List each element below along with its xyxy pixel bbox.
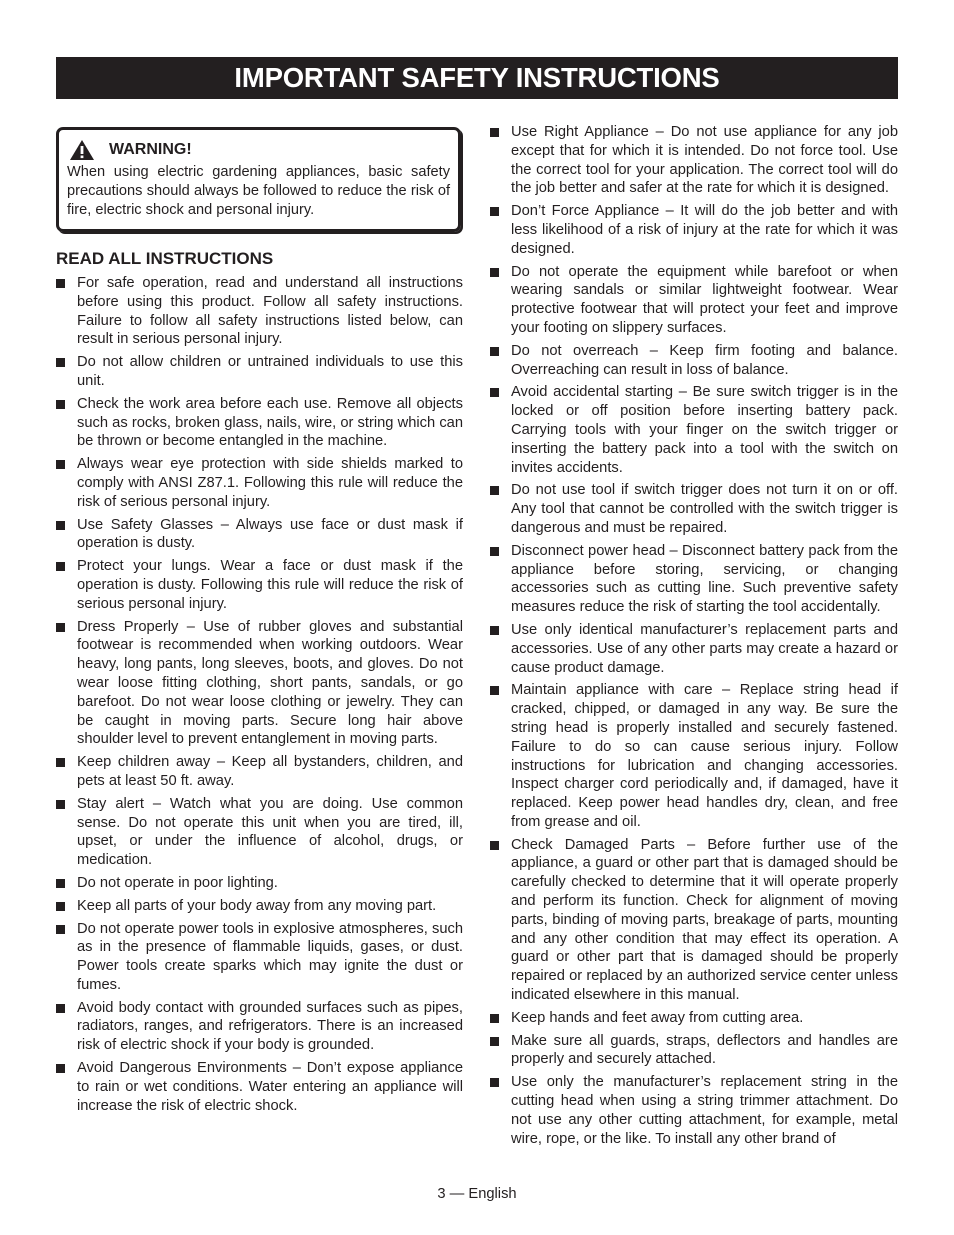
- item-text: Don’t Force Appliance – It will do the job better and with less likelihood of a risk of injury at the rate for which it was designed.: [511, 203, 898, 257]
- bullet-square-icon: [56, 521, 65, 530]
- read-all-heading: READ ALL INSTRUCTIONS: [56, 249, 274, 268]
- bullet-square-icon: [490, 686, 499, 695]
- list-item: [490, 836, 898, 1005]
- list-item: [56, 795, 463, 870]
- list-item: [490, 342, 898, 380]
- item-text: Avoid accidental starting – Be sure switch trigger is in the locked or off position before inserting battery pack. Carrying tools with your finger on the switch trigger or inserting the battery pack into a tool with the switch on invites accidents.: [511, 384, 898, 476]
- bullet-square-icon: [490, 1037, 499, 1046]
- list-item: [490, 1032, 898, 1070]
- list-item: [56, 874, 463, 893]
- item-text: Protect your lungs. Wear a face or dust mask if the operation is dusty. Following this rule will reduce the risk of serious personal injury.: [77, 558, 463, 612]
- page-title: IMPORTANT SAFETY INSTRUCTIONS: [56, 57, 898, 99]
- bullet-square-icon: [56, 279, 65, 288]
- item-text: Check the work area before each use. Remove all objects such as rocks, broken glass, nails, wire, or string which can be thrown or become entangled in the machine.: [77, 395, 463, 450]
- item-text: Do not operate power tools in explosive atmospheres, such as in the presence of flammable liquids, gases, or dust. Power tools create sparks which may ignite the dust or fumes.: [77, 920, 463, 993]
- list-item: [56, 999, 463, 1055]
- list-item: [56, 753, 463, 791]
- item-text: Check Damaged Parts – Before further use of the appliance, a guard or other part that is damaged should be carefully checked to determine that it will operate properly and perform its function. Check for alignment of moving parts, binding of moving parts, breakage of parts, mounting and any other condition that may effect its operation. A guard or other part that is damaged should be properly repaired or replaced by an authorized service center unless indicated elsewhere in this manual.: [511, 836, 898, 1004]
- bullet-square-icon: [490, 1078, 499, 1087]
- bullet-square-icon: [56, 1004, 65, 1013]
- item-text: Maintain appliance with care – Replace string head if cracked, chipped, or damaged in any way. Be sure the string head is properly installed and securely fastened. Failure to do so can cause serious injury. Follow instructions for lubrication and changing accessories. Inspect charger cord periodically and, if damaged, have it replaced. Keep power head handles dry, clean, and free from grease and oil.: [511, 682, 898, 830]
- warning-triangle-icon: [69, 139, 95, 161]
- bullet-square-icon: [490, 841, 499, 850]
- list-item: [490, 481, 898, 537]
- list-item: [490, 383, 898, 477]
- bullet-square-icon: [490, 347, 499, 356]
- list-item: [56, 1059, 463, 1115]
- bullet-square-icon: [490, 1014, 499, 1023]
- left-column: [56, 127, 463, 1119]
- list-item: [490, 542, 898, 617]
- list-item: [56, 557, 463, 613]
- list-item: [56, 395, 463, 451]
- bullet-square-icon: [56, 800, 65, 809]
- bullet-square-icon: [490, 128, 499, 137]
- item-text: Keep all parts of your body away from any moving part.: [77, 897, 437, 914]
- list-item: [56, 920, 463, 995]
- list-item: [56, 618, 463, 750]
- item-text: Use Right Appliance – Do not use appliance for any job except that for which it is intended. Do not force tool. Use the correct tool for your application. The correct tool will do the job better and safer at the rate for which it is designed.: [511, 124, 898, 197]
- warning-text: When using electric gardening appliances, basic safety precautions should always be followed to reduce the risk of fire, electric shock and personal injury.: [67, 164, 450, 218]
- right-column: [490, 123, 898, 1152]
- bullet-square-icon: [56, 460, 65, 469]
- bullet-square-icon: [56, 879, 65, 888]
- list-item: [56, 516, 463, 554]
- list-item: [56, 455, 463, 511]
- bullet-square-icon: [56, 358, 65, 367]
- item-text: Do not use tool if switch trigger does not turn it on or off. Any tool that cannot be controlled with the switch trigger is dangerous and must be repaired.: [511, 482, 898, 536]
- right-instruction-list: [490, 123, 898, 1148]
- bullet-square-icon: [490, 388, 499, 397]
- bullet-square-icon: [490, 626, 499, 635]
- list-item: [56, 274, 463, 349]
- item-text: Use Safety Glasses – Always use face or dust mask if operation is dusty.: [77, 516, 463, 552]
- left-instruction-list: [56, 274, 463, 1115]
- item-text: Do not overreach – Keep firm footing and balance. Overreaching can result in loss of balance.: [511, 342, 898, 378]
- item-text: Disconnect power head – Disconnect battery pack from the appliance before storing, servicing, or changing accessories such as cutting line. Such preventive safety measures reduce the risk of starting the tool accidentally.: [511, 542, 898, 616]
- list-item: [490, 681, 898, 831]
- item-text: Avoid body contact with grounded surfaces such as pipes, radiators, ranges, and refrigerators. There is an increased risk of electric shock if your body is grounded.: [77, 999, 463, 1054]
- warning-box: [56, 127, 461, 232]
- item-text: Keep hands and feet away from cutting area.: [511, 1009, 804, 1026]
- item-text: For safe operation, read and understand all instructions before using this product. Follow all safety instructions. Failure to follow all safety instructions listed below, can result in serious personal injury.: [77, 275, 463, 348]
- bullet-square-icon: [56, 623, 65, 632]
- item-text: Avoid Dangerous Environments – Don’t expose appliance to rain or wet conditions. Water entering an appliance will increase the risk of electric shock.: [77, 1060, 463, 1114]
- list-item: [56, 353, 463, 391]
- warning-heading: [67, 139, 450, 161]
- list-item: [490, 263, 898, 338]
- item-text: Dress Properly – Use of rubber gloves and substantial footwear is recommended when working outdoors. Wear heavy, long pants, long sleeves, boots, and gloves. Do not wear loose fitting clothing, short pants, sandals, or go barefoot. Do not wear loose clothing or jewelry. They can be caught in moving parts. Secure long hair above shoulder level to prevent entanglement in moving parts.: [77, 618, 463, 748]
- item-text: Make sure all guards, straps, deflectors and handles are properly and securely attached.: [511, 1032, 898, 1068]
- list-item: [490, 1009, 898, 1028]
- list-item: [490, 123, 898, 198]
- list-item: [490, 621, 898, 677]
- bullet-square-icon: [490, 547, 499, 556]
- bullet-square-icon: [490, 207, 499, 216]
- list-item: [56, 897, 463, 916]
- list-item: [490, 1073, 898, 1148]
- item-text: Do not operate the equipment while barefoot or when wearing sandals or similar lightweight footwear. Wear protective footwear that will protect your feet and improve your footing on slippery surfaces.: [511, 263, 898, 336]
- bullet-square-icon: [56, 562, 65, 571]
- bullet-square-icon: [490, 268, 499, 277]
- item-text: Keep children away – Keep all bystanders, children, and pets at least 50 ft. away.: [77, 754, 463, 789]
- item-text: Use only the manufacturer’s replacement string in the cutting head when using a string trimmer attachment. Do not use any other cutting attachment, for example, metal wire, rope, or the like. To install any other brand of: [511, 1074, 898, 1147]
- item-text: Stay alert – Watch what you are doing. Use common sense. Do not operate this unit when you are tired, ill, upset, or under the influence of alcohol, drugs, or medication.: [77, 795, 463, 869]
- item-text: Do not operate in poor lighting.: [77, 874, 278, 891]
- item-text: Use only identical manufacturer’s replacement parts and accessories. Use of any other parts may create a hazard or cause product damage.: [511, 621, 898, 676]
- item-text: Do not allow children or untrained individuals to use this unit.: [77, 354, 463, 389]
- bullet-square-icon: [56, 758, 65, 767]
- bullet-square-icon: [56, 400, 65, 409]
- bullet-square-icon: [490, 486, 499, 495]
- page-footer: 3 — English: [437, 1186, 517, 1202]
- bullet-square-icon: [56, 925, 65, 934]
- bullet-square-icon: [56, 902, 65, 911]
- list-item: [490, 202, 898, 258]
- item-text: Always wear eye protection with side shields marked to comply with ANSI Z87.1. Following this rule will reduce the risk of serious personal injury.: [77, 456, 463, 510]
- warning-label: WARNING!: [109, 140, 192, 158]
- bullet-square-icon: [56, 1064, 65, 1073]
